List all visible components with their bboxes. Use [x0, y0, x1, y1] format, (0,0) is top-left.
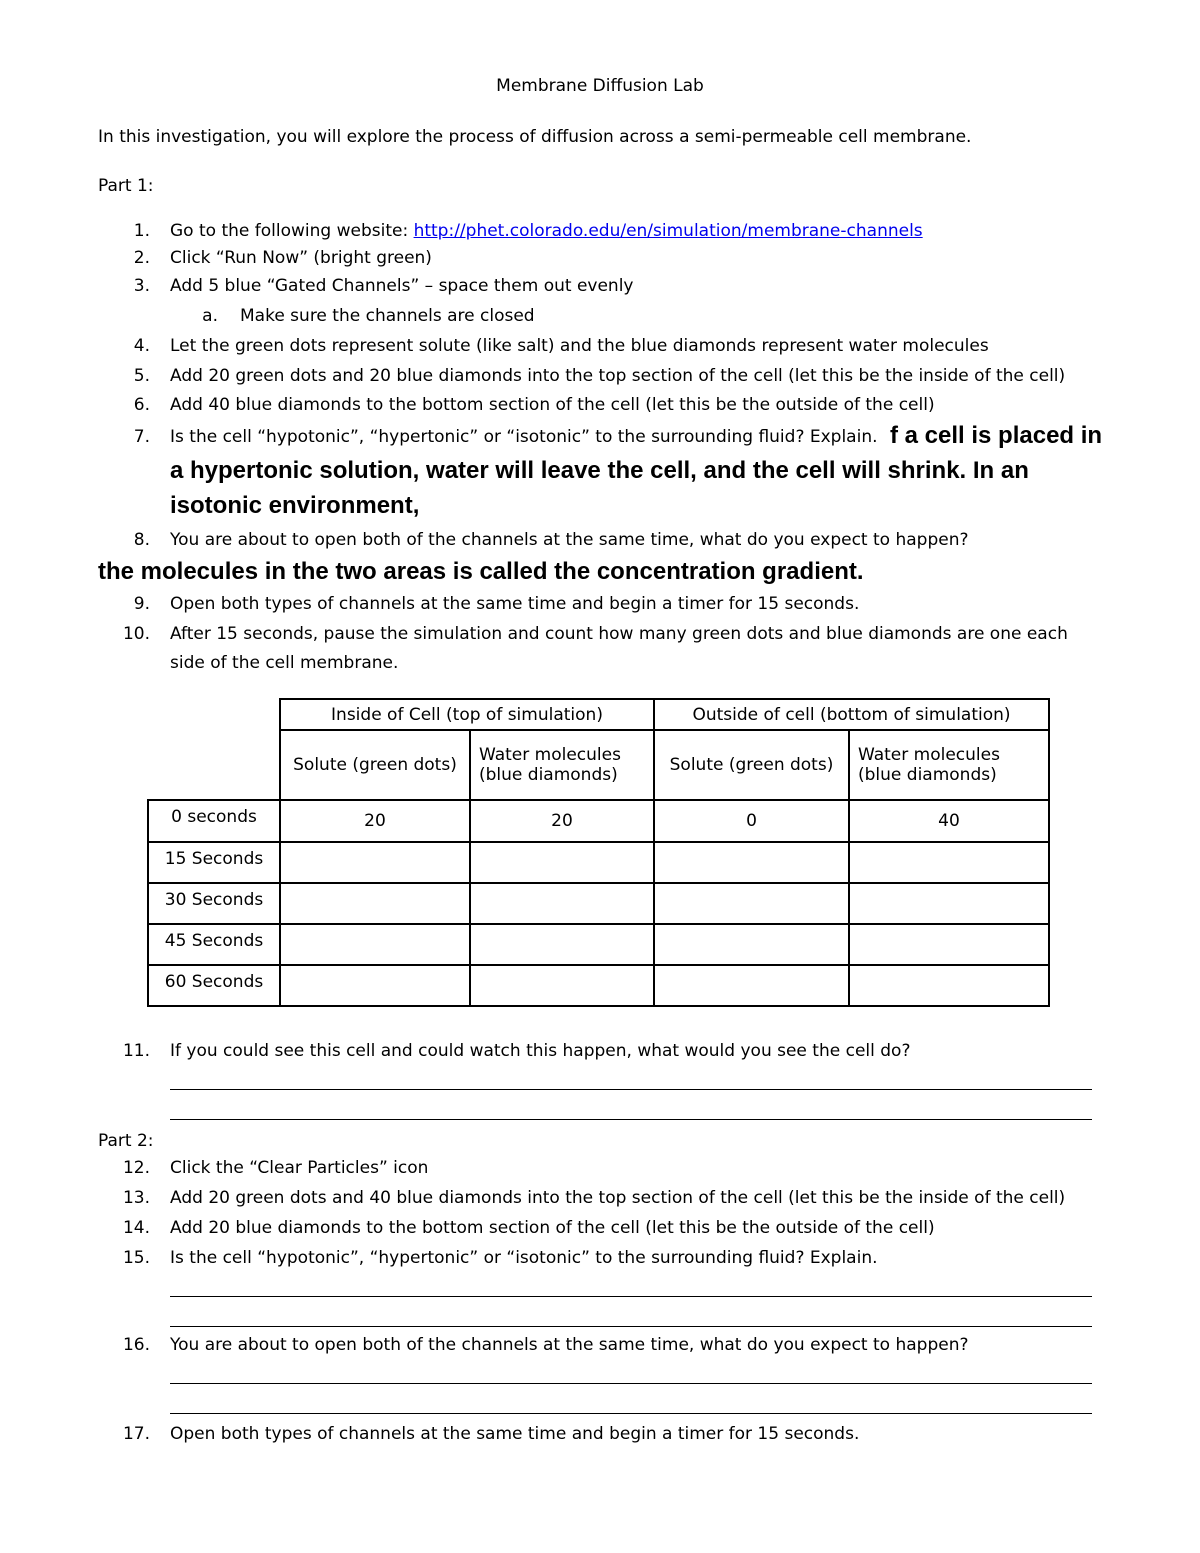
column-header: [654, 730, 849, 800]
table-cell: 40: [849, 800, 1049, 842]
column-header-text: Solute (green dots): [293, 755, 457, 775]
item-number: 4.: [133, 336, 150, 356]
item-number: 7.: [133, 427, 150, 447]
list-item: Add 40 blue diamonds to the bottom section of the cell (let this be the outside of the cell): [170, 395, 935, 415]
table-cell: 0: [654, 800, 849, 842]
column-header: [470, 730, 654, 800]
item-number: 14.: [122, 1218, 150, 1238]
row-label: 15 Seconds: [148, 842, 280, 883]
item-number: 13.: [122, 1188, 150, 1208]
item-number: 16.: [122, 1335, 150, 1355]
row-label: 0 seconds: [148, 800, 280, 842]
list-item: Open both types of channels at the same time and begin a timer for 15 seconds.: [170, 1424, 860, 1444]
table-row: [148, 965, 1049, 1006]
column-header-text: Solute (green dots): [669, 755, 834, 775]
item-number: 1.: [133, 221, 150, 241]
answer-line[interactable]: [170, 1383, 1092, 1384]
answer-line[interactable]: [170, 1413, 1092, 1414]
list-item: After 15 seconds, pause the simulation and count how many green dots and blue diamonds are one each: [170, 624, 1068, 644]
answer-8: the molecules in the two areas is called the concentration gradient.: [98, 558, 864, 585]
table-cell[interactable]: [280, 883, 470, 924]
list-item: You are about to open both of the channels at the same time, what do you expect to happen?: [170, 530, 969, 550]
column-header-text: (blue diamonds): [858, 765, 997, 785]
table-corner: [148, 730, 280, 800]
inside-cell-header: Inside of Cell (top of simulation): [280, 699, 654, 730]
item-number: 5.: [133, 366, 150, 386]
item-number: 2.: [133, 248, 150, 268]
column-header: [849, 730, 1049, 800]
table-cell[interactable]: [849, 842, 1049, 883]
answer-line[interactable]: [170, 1296, 1092, 1297]
table-row: [148, 924, 1049, 965]
page-title: Membrane Diffusion Lab: [496, 76, 704, 96]
list-item-continuation: side of the cell membrane.: [170, 653, 399, 673]
item-number: 8.: [133, 530, 150, 550]
table-cell[interactable]: [849, 924, 1049, 965]
list-item: If you could see this cell and could watch this happen, what would you see the cell do?: [170, 1041, 911, 1061]
list-item: Click “Run Now” (bright green): [170, 248, 432, 268]
column-header-text: (blue diamonds): [479, 765, 618, 785]
answer-line[interactable]: [170, 1326, 1092, 1327]
sub-item-letter: a.: [202, 306, 218, 326]
list-item: Add 20 blue diamonds to the bottom section of the cell (let this be the outside of the cell): [170, 1218, 935, 1238]
table-cell[interactable]: [654, 842, 849, 883]
answer-line[interactable]: [170, 1119, 1092, 1120]
answer-7-line-2: a hypertonic solution, water will leave the cell, and the cell will shrink. In an: [170, 457, 1029, 484]
table-cell: 20: [470, 800, 654, 842]
item-number: 3.: [133, 276, 150, 296]
sub-list-item: Make sure the channels are closed: [240, 306, 535, 326]
table-cell[interactable]: [280, 842, 470, 883]
row-label: 45 Seconds: [148, 924, 280, 965]
table-cell[interactable]: [654, 924, 849, 965]
table-cell[interactable]: [280, 965, 470, 1006]
list-item: Add 5 blue “Gated Channels” – space them out evenly: [170, 276, 634, 296]
list-item: Add 20 green dots and 20 blue diamonds into the top section of the cell (let this be the inside of the cell): [170, 366, 1066, 386]
table-cell[interactable]: [470, 924, 654, 965]
list-item: [170, 221, 923, 241]
list-item: Add 20 green dots and 40 blue diamonds into the top section of the cell (let this be the inside of the cell): [170, 1188, 1066, 1208]
item-number: 9.: [133, 594, 150, 614]
part2-heading: Part 2:: [98, 1131, 154, 1151]
outside-cell-header: Outside of cell (bottom of simulation): [654, 699, 1049, 730]
answer-7-line-3: isotonic environment,: [170, 492, 420, 519]
row-label: 60 Seconds: [148, 965, 280, 1006]
list-item: Open both types of channels at the same time and begin a timer for 15 seconds.: [170, 594, 860, 614]
table-cell[interactable]: [849, 965, 1049, 1006]
column-header-text: Water molecules: [479, 745, 621, 765]
intro-text: In this investigation, you will explore the process of diffusion across a semi-permeable cell membrane.: [98, 127, 972, 147]
item-number: 10.: [122, 624, 150, 644]
simulation-link[interactable]: http://phet.colorado.edu/en/simulation/membrane-channels: [413, 221, 923, 241]
table-corner: [148, 699, 280, 730]
part1-heading: Part 1:: [98, 176, 154, 196]
table-subheader-row: [148, 730, 1049, 800]
answer-7-line-1: f a cell is placed in: [890, 422, 1103, 449]
diffusion-data-table: [147, 698, 1050, 1007]
item-number: 11.: [122, 1041, 150, 1061]
table-cell[interactable]: [470, 883, 654, 924]
list-item: Let the green dots represent solute (like salt) and the blue diamonds represent water molecules: [170, 336, 989, 356]
list-item: Is the cell “hypotonic”, “hypertonic” or “isotonic” to the surrounding fluid? Explain.: [170, 1248, 878, 1268]
table-row: [148, 800, 1049, 842]
item-number: 15.: [122, 1248, 150, 1268]
column-header: [280, 730, 470, 800]
column-header-text: Water molecules: [858, 745, 1000, 765]
item-number: 6.: [133, 395, 150, 415]
table-cell[interactable]: [654, 965, 849, 1006]
item-text: Go to the following website:: [170, 221, 414, 241]
table-row: [148, 842, 1049, 883]
table-cell: 20: [280, 800, 470, 842]
list-item: Is the cell “hypotonic”, “hypertonic” or “isotonic” to the surrounding fluid? Explain.: [170, 427, 878, 447]
table-cell[interactable]: [470, 965, 654, 1006]
item-number: 17.: [122, 1424, 150, 1444]
table-cell[interactable]: [849, 883, 1049, 924]
table-header-row: [148, 699, 1049, 730]
row-label: 30 Seconds: [148, 883, 280, 924]
table-cell[interactable]: [654, 883, 849, 924]
table-cell[interactable]: [470, 842, 654, 883]
item-number: 12.: [122, 1158, 150, 1178]
list-item: Click the “Clear Particles” icon: [170, 1158, 429, 1178]
table-cell[interactable]: [280, 924, 470, 965]
list-item: You are about to open both of the channels at the same time, what do you expect to happen?: [170, 1335, 969, 1355]
table-row: [148, 883, 1049, 924]
answer-line[interactable]: [170, 1089, 1092, 1090]
